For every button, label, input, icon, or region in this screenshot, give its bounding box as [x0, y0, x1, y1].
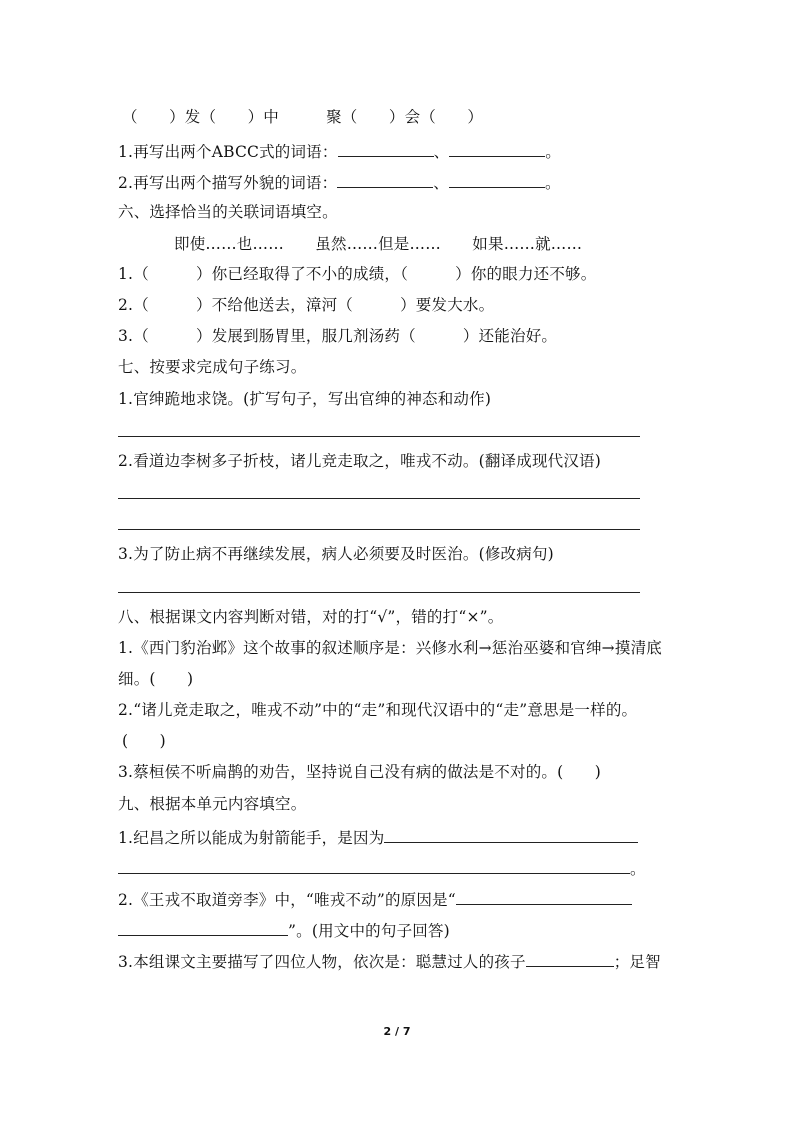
appearance-blank-1[interactable] [337, 171, 433, 188]
abcc-question-text: 1.再写出两个ABCC式的词语： [118, 143, 338, 161]
judge-question-1-line-2: 细。( ) [118, 670, 194, 688]
separator: 、 [433, 143, 450, 161]
judge-question-1-line-1: 1.《西门豹治邺》这个故事的叙述顺序是：兴修水利→惩治巫婆和官绅→摸清底 [118, 639, 662, 657]
fill-question-2-text: 2.《王戎不取道旁李》中，“唯戎不动”的原因是“ [118, 891, 456, 909]
appearance-question [118, 171, 561, 193]
fill-question-3 [118, 950, 661, 972]
judge-question-3: 3.蔡桓侯不听扁鹊的劝告，坚持说自己没有病的做法是不对的。( ) [118, 763, 601, 781]
abcc-blank-1[interactable] [338, 140, 434, 157]
sentence-question-3: 3.为了防止病不再继续发展，病人必须要及时医治。(修改病句) [118, 545, 554, 563]
conjunction-question-2: 2.（ ）不给他送去，漳河（ ）要发大水。 [118, 296, 495, 314]
separator: 、 [433, 174, 449, 192]
fill-question-1 [118, 826, 638, 848]
answer-line[interactable] [118, 498, 640, 499]
period: 。 [545, 174, 561, 192]
char-fill-row: （ ）发（ ）中 聚（ ）会（ ） [122, 108, 484, 126]
fill-blank[interactable] [118, 919, 288, 936]
fill-blank[interactable] [118, 857, 630, 874]
section-9-heading: 九、根据本单元内容填空。 [118, 795, 307, 813]
period: 。 [630, 860, 646, 878]
sentence-question-2: 2.看道边李树多子折枝，诸儿竞走取之，唯戎不动。(翻译成现代汉语) [118, 452, 601, 470]
sentence-question-1: 1.官绅跪地求饶。(扩写句子，写出官绅的神态和动作) [118, 390, 492, 408]
answer-line[interactable] [118, 592, 640, 593]
appearance-blank-2[interactable] [449, 171, 545, 188]
fill-question-2-tail: ”。(用文中的句子回答) [288, 922, 450, 940]
answer-line[interactable] [118, 436, 640, 437]
judge-question-2-line-2: ( ) [122, 732, 166, 750]
fill-question-1-text: 1.纪昌之所以能成为射箭能手，是因为 [118, 829, 385, 847]
appearance-question-text: 2.再写出两个描写外貌的词语： [118, 174, 338, 192]
abcc-blank-2[interactable] [449, 140, 545, 157]
abcc-question [118, 140, 561, 162]
section-8-heading: 八、根据课文内容判断对错，对的打“√”，错的打“×”。 [118, 608, 504, 626]
section-6-heading: 六、选择恰当的关联词语填空。 [118, 203, 338, 221]
fill-question-2-cont [118, 919, 450, 941]
conjunction-options: 即使……也…… 虽然……但是…… 如果……就…… [174, 235, 583, 253]
period: 。 [545, 143, 561, 161]
page-number: 2 / 7 [383, 1025, 411, 1038]
fill-question-3-tail: ；足智 [613, 953, 661, 971]
fill-question-3-text: 3.本组课文主要描写了四位人物，依次是：聪慧过人的孩子 [118, 953, 526, 971]
conjunction-question-1: 1.（ ）你已经取得了不小的成绩，（ ）你的眼力还不够。 [118, 265, 597, 283]
fill-question-2 [118, 888, 632, 910]
fill-blank[interactable] [456, 888, 632, 905]
fill-blank[interactable] [384, 826, 638, 843]
conjunction-question-3: 3.（ ）发展到肠胃里，服几剂汤药（ ）还能治好。 [118, 327, 558, 345]
fill-question-1-cont [118, 857, 646, 879]
answer-line[interactable] [118, 529, 640, 530]
judge-question-2-line-1: 2.“诸儿竞走取之，唯戎不动”中的“走”和现代汉语中的“走”意思是一样的。 [118, 701, 638, 719]
fill-blank[interactable] [526, 950, 614, 967]
section-7-heading: 七、按要求完成句子练习。 [118, 358, 307, 376]
